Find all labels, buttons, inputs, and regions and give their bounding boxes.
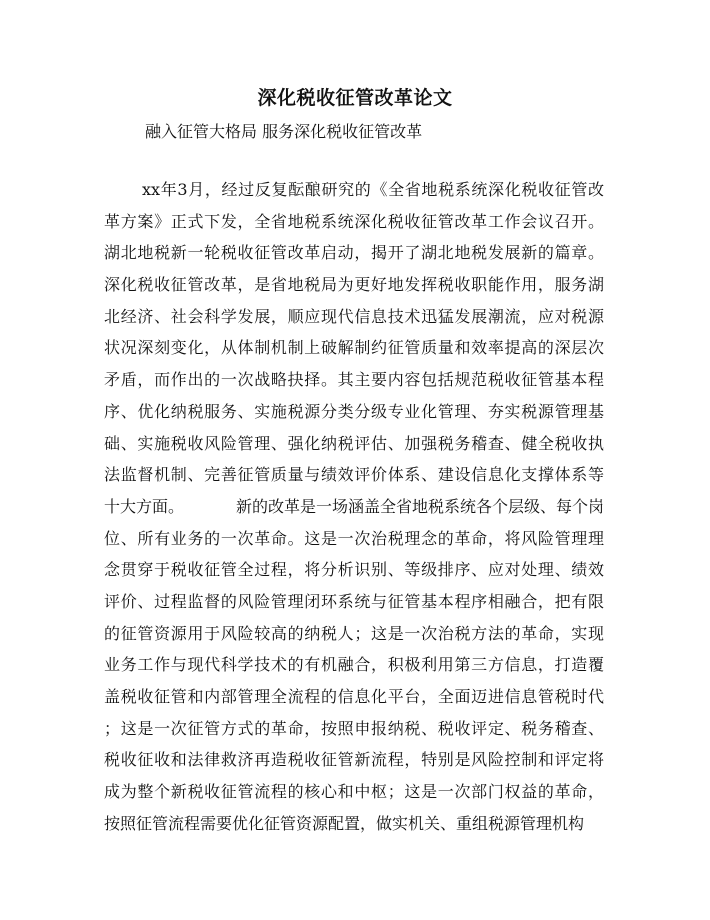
page-title: 深化税收征管改革论文 xyxy=(257,87,453,109)
paragraph-line: 北经济、社会科学发展，顺应现代信息技术迅猛发展潮流，应对税源 xyxy=(104,306,604,326)
paragraph-start-text: 新的改革是一场涵盖全省地税系统各个层级、每个岗 xyxy=(236,496,605,516)
paragraph-line: 状况深刻变化，从体制机制上破解制约征管质量和效率提高的深层次 xyxy=(104,338,604,358)
paragraph-line: 成为整个新税收征管流程的核心和中枢；这是一次部门权益的革命， xyxy=(104,782,604,802)
paragraph-line: 革方案》正式下发，全省地税系统深化税收征管改革工作会议召开。 xyxy=(104,211,604,231)
paragraph-line-split xyxy=(104,491,604,523)
paragraph-line: 的征管资源用于风险较高的纳税人；这是一次治税方法的革命，实现 xyxy=(104,623,604,643)
paragraph-line: 盖税收征管和内部管理全流程的信息化平台，全面迈进信息管税时代 xyxy=(104,687,604,706)
paragraph-line: xx年3月，经过反复酝酿研究的《全省地税系统深化税收征管改 xyxy=(142,180,604,199)
paragraph-end-text: 十大方面。 xyxy=(104,496,185,516)
paragraph-line: 础、实施税收风险管理、强化纳税评估、加强税务稽查、健全税收执 xyxy=(104,433,604,453)
paragraph-line: 念贯穿于税收征管全过程，将分析识别、等级排序、应对处理、绩效 xyxy=(104,560,604,580)
paragraph-line: 按照征管流程需要优化征管资源配置，做实机关、重组税源管理机构 xyxy=(104,813,585,833)
paragraph-line: 深化税收征管改革，是省地税局为更好地发挥税收职能作用，服务湖 xyxy=(104,275,604,295)
body-text xyxy=(104,174,604,839)
paragraph-line: 矛盾，而作出的一次战略抉择。其主要内容包括规范税收征管基本程 xyxy=(104,370,604,390)
paragraph-line: ；这是一次征管方式的革命，按照申报纳税、税收评定、税务稽查、 xyxy=(104,718,604,738)
paragraph-line: 位、所有业务的一次革命。这是一次治税理念的革命，将风险管理理 xyxy=(104,528,604,548)
paragraph-line: 评价、过程监督的风险管理闭环系统与征管基本程序相融合，把有限 xyxy=(104,591,604,611)
paragraph-line: 序、优化纳税服务、实施税源分类分级专业化管理、夯实税源管理基 xyxy=(104,401,604,421)
paragraph-line: 湖北地税新一轮税收征管改革启动，揭开了湖北地税发展新的篇章。 xyxy=(104,243,604,263)
paragraph-line: 业务工作与现代科学技术的有机融合，积极利用第三方信息，打造覆 xyxy=(104,655,604,675)
subtitle: 融入征管大格局 服务深化税收征管改革 xyxy=(145,122,423,141)
paragraph-line: 法监督机制、完善征管质量与绩效评价体系、建设信息化支撑体系等 xyxy=(104,465,604,485)
paragraph-line: 税收征收和法律救济再造税收征管新流程，特别是风险控制和评定将 xyxy=(104,750,604,770)
